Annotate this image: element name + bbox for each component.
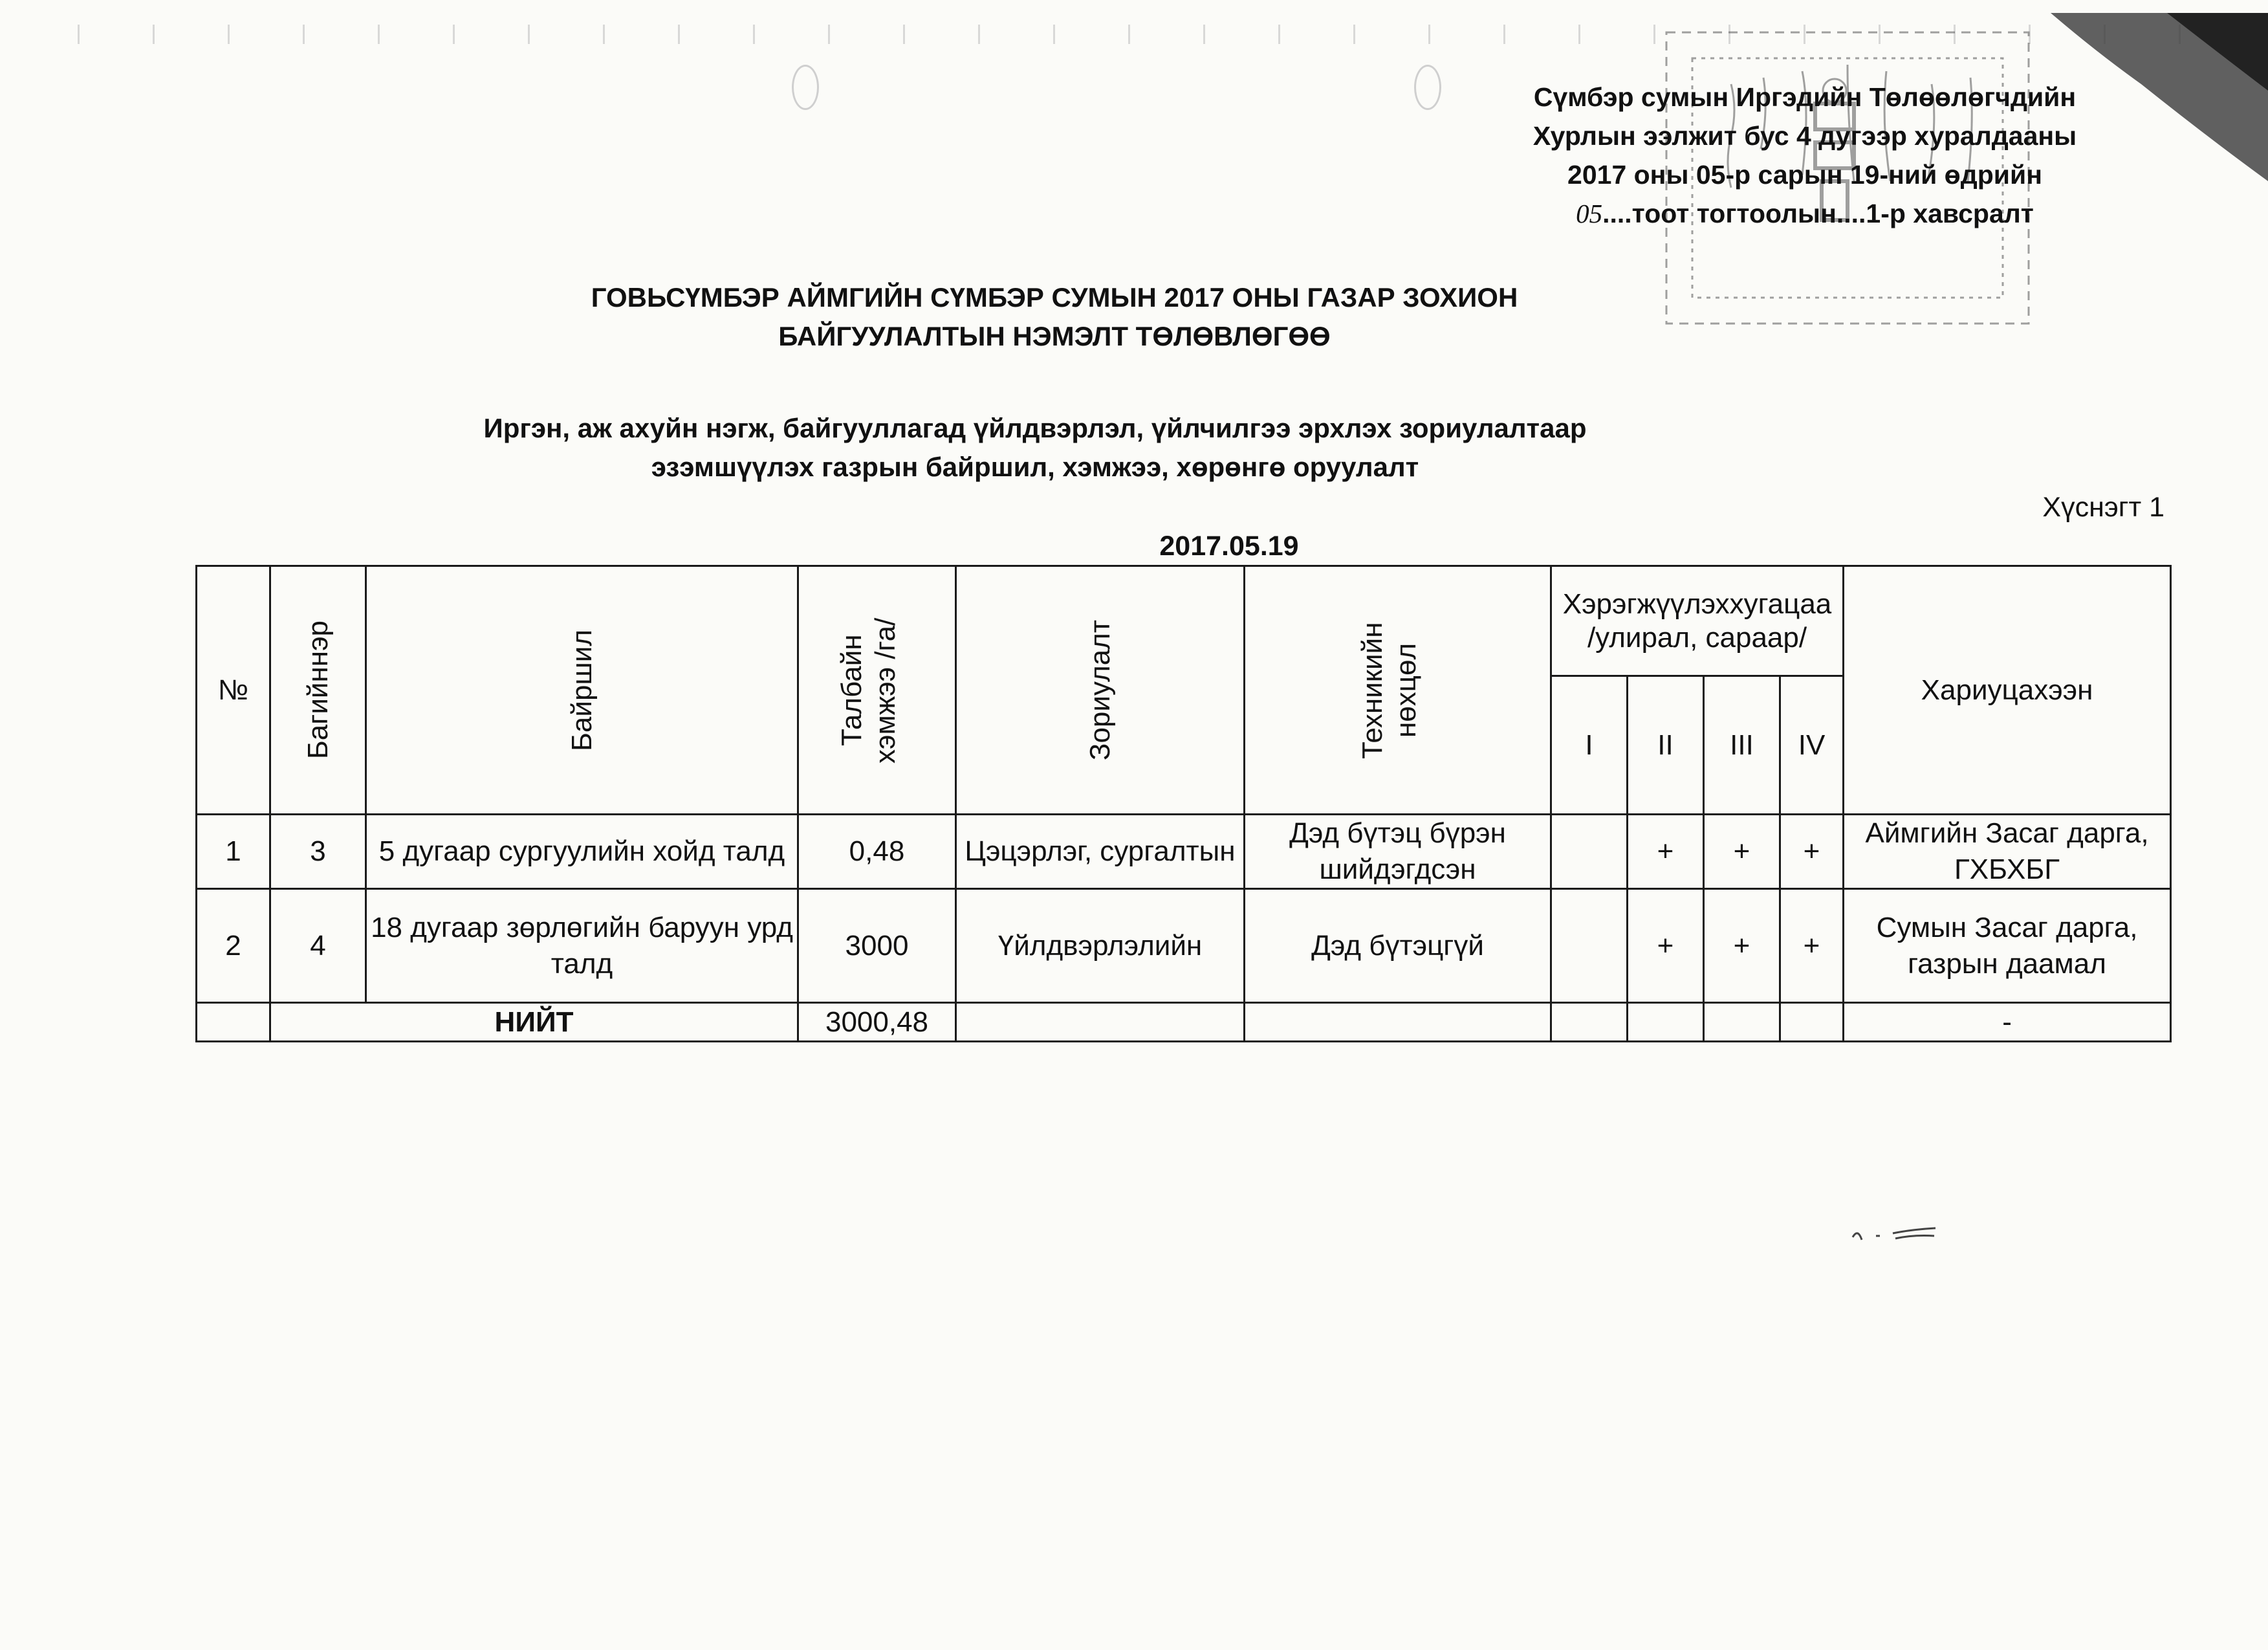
subtitle-line-2: эзэмшүүлэх газрын байршил, хэмжээ, хөрөнгө оруулалт xyxy=(651,452,1419,482)
cell-bag: 3 xyxy=(270,815,366,889)
subtitle-line-1: Иргэн, аж ахуйн нэгж, байгууллагад үйлдвэрлэл, үйлчилгээ эрхлэх зориулалтаар xyxy=(483,413,1587,443)
total-area: 3000,48 xyxy=(798,1003,956,1042)
land-allocation-table xyxy=(195,565,2172,1042)
cell-q1 xyxy=(1551,889,1628,1003)
cell-tech: Дэд бүтэц бүрэн шийдэгдсэн xyxy=(1245,815,1551,889)
header-no: № xyxy=(197,566,270,815)
annex-line-2: Хурлын ээлжит бус 4 дугээр хуралдааны xyxy=(1532,121,2077,151)
cell-q3: + xyxy=(1704,815,1780,889)
document-title xyxy=(278,278,1831,356)
table-row xyxy=(197,889,2171,1003)
resolution-mid-text: тоот тогтоолын xyxy=(1631,199,1837,228)
cell-total-q1 xyxy=(1551,1003,1628,1042)
cell-area: 3000 xyxy=(798,889,956,1003)
cell-total-q3 xyxy=(1704,1003,1780,1042)
cell-purpose: Үйлдвэрлэлийн xyxy=(956,889,1245,1003)
annex-suffix: -р хавсралт xyxy=(1881,199,2034,228)
header-bag: Багийннэр xyxy=(270,566,366,815)
cell-q2: + xyxy=(1628,815,1704,889)
cell-total-purpose xyxy=(956,1003,1245,1042)
total-row xyxy=(197,1003,2171,1042)
header-row-1 xyxy=(197,566,2171,676)
resolution-annex-note xyxy=(1449,78,2161,233)
cell-location: 5 дугаар сургуулийн хойд талд xyxy=(366,815,798,889)
cell-no: 1 xyxy=(197,815,270,889)
cell-q4: + xyxy=(1780,889,1844,1003)
cell-tech: Дэд бүтэцгүй xyxy=(1245,889,1551,1003)
cell-responsible: Сумын Засаг дарга, газрын даамал xyxy=(1844,889,2171,1003)
cell-q1 xyxy=(1551,815,1628,889)
cell-area: 0,48 xyxy=(798,815,956,889)
total-label: НИЙТ xyxy=(270,1003,798,1042)
annex-line-1: Сүмбэр сумын Иргэдийн Төлөөлөгчдийн xyxy=(1533,82,2077,112)
document-subtitle xyxy=(259,409,1811,487)
cell-total-blank xyxy=(197,1003,270,1042)
cell-responsible: Аймгийн Засаг дарга, ГХБХБГ xyxy=(1844,815,2171,889)
title-line-1: ГОВЬСҮМБЭР АЙМГИЙН СҮМБЭР СУМЫН 2017 ОНЫ ГАЗАР ЗОХИОН xyxy=(591,282,1518,313)
header-responsible: Хариуцахээн xyxy=(1844,566,2171,815)
cell-total-q4 xyxy=(1780,1003,1844,1042)
punch-hole-left xyxy=(792,65,819,110)
header-area: Талбайн хэмжээ /га/ xyxy=(798,566,956,815)
document-date: 2017.05.19 xyxy=(1159,531,1299,562)
annex-line-4: 05....тоот тогтоолын....1-р хавсралт xyxy=(1576,199,2034,228)
resolution-number: 05 xyxy=(1576,199,1603,228)
cell-q2: + xyxy=(1628,889,1704,1003)
title-line-2: БАЙГУУЛАЛТЫН НЭМЭЛТ ТӨЛӨВЛӨГӨӨ xyxy=(778,321,1331,351)
header-period: Хэрэгжүүлэххугацаа /улирал, сараар/ xyxy=(1551,566,1844,676)
cell-total-q2 xyxy=(1628,1003,1704,1042)
cell-q3: + xyxy=(1704,889,1780,1003)
header-q3: III xyxy=(1704,676,1780,815)
cell-no: 2 xyxy=(197,889,270,1003)
annex-line-3: 2017 оны 05-р сарын 19-ний өдрийн xyxy=(1567,160,2042,190)
punch-hole-right xyxy=(1414,65,1441,110)
header-purpose: Зориулалт xyxy=(956,566,1245,815)
cell-bag: 4 xyxy=(270,889,366,1003)
pen-mark xyxy=(1850,1223,1941,1249)
header-q2: II xyxy=(1628,676,1704,815)
header-q4: IV xyxy=(1780,676,1844,815)
table-row xyxy=(197,815,2171,889)
annex-number: 1 xyxy=(1866,199,1881,228)
cell-q4: + xyxy=(1780,815,1844,889)
table-label: Хүснэгт 1 xyxy=(2042,492,2164,523)
total-responsible: - xyxy=(1844,1003,2171,1042)
cell-total-tech xyxy=(1245,1003,1551,1042)
header-tech: Техникийн нөхцөл xyxy=(1245,566,1551,815)
header-q1: I xyxy=(1551,676,1628,815)
cell-location: 18 дугаар зөрлөгийн баруун урд талд xyxy=(366,889,798,1003)
cell-purpose: Цэцэрлэг, сургалтын xyxy=(956,815,1245,889)
header-location: Байршил xyxy=(366,566,798,815)
